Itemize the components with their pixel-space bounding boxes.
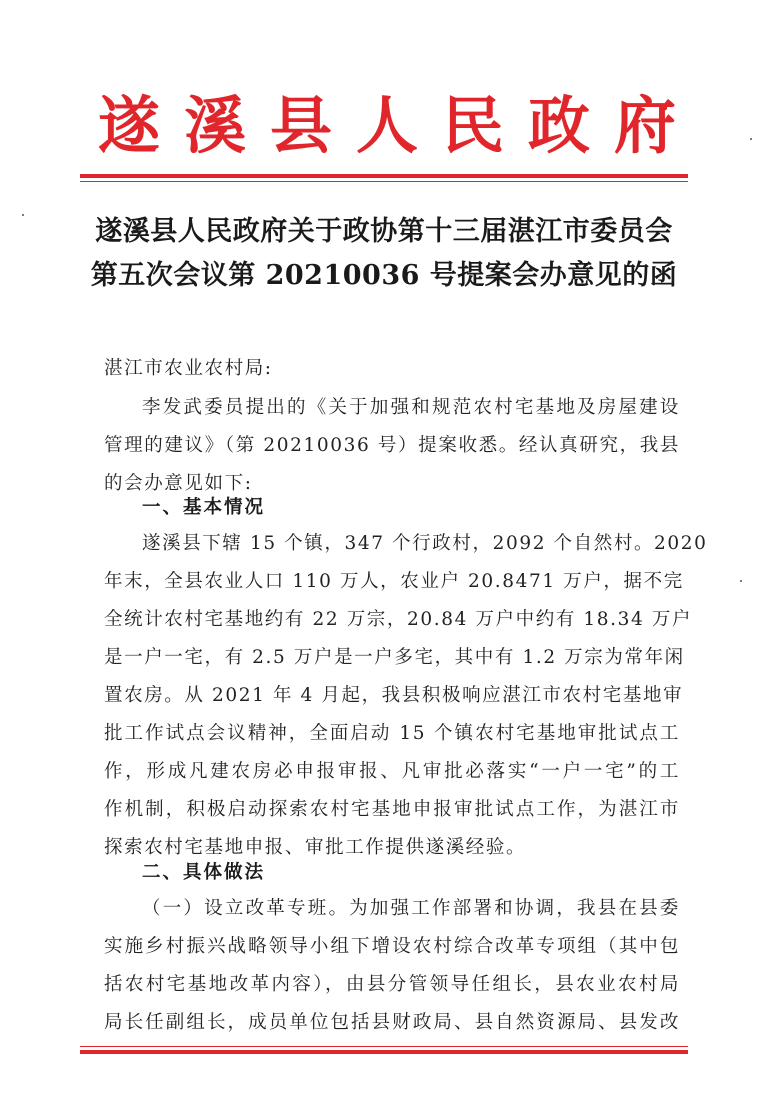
- paragraph-line: 局长任副组长，成员单位包括县财政局、县自然资源局、县发改: [104, 1012, 680, 1033]
- intro-line: 李发武委员提出的《关于加强和规范农村宅基地及房屋建设: [142, 397, 680, 418]
- document-title-line-2: 第五次会议第 20210036 号提案会办意见的函: [90, 260, 678, 291]
- intro-line: 的会办意见如下:: [104, 473, 253, 494]
- paragraph-line: 括农村宅基地改革内容），由县分管领导任组长，县农业农村局: [104, 974, 680, 995]
- paragraph-line: 年末，全县农业人口 110 万人，农业户 20.8471 万户，据不完: [104, 571, 684, 592]
- scan-speck: [740, 580, 742, 582]
- footer-divider-thick: [80, 1050, 688, 1054]
- section-heading-basic-situation: 一、基本情况: [142, 497, 266, 518]
- section-heading-specific-measures: 二、具体做法: [142, 862, 266, 883]
- header-divider-thick: [80, 174, 688, 178]
- addressee: 湛江市农业农村局:: [104, 358, 273, 379]
- paragraph-line: 实施乡村振兴战略领导小组下增设农村综合改革专项组（其中包: [104, 936, 680, 957]
- scan-speck: [750, 138, 752, 140]
- paragraph-line: （一）设立改革专班。为加强工作部署和协调，我县在县委: [142, 898, 680, 919]
- paragraph-line: 作，形成凡建农房必申报审报、凡审批必落实“一户一宅”的工: [104, 761, 680, 782]
- paragraph-line: 批工作试点会议精神，全面启动 15 个镇农村宅基地审批试点工: [104, 723, 680, 744]
- intro-line: 管理的建议》（第 20210036 号）提案收悉。经认真研究，我县: [104, 435, 680, 456]
- paragraph-line: 是一户一宅，有 2.5 万户是一户多宅，其中有 1.2 万宗为常年闲: [104, 647, 685, 668]
- paragraph-line: 作机制，积极启动探索农村宅基地申报审批试点工作，为湛江市: [104, 799, 680, 820]
- paragraph-line: 探索农村宅基地申报、审批工作提供遂溪经验。: [104, 837, 527, 858]
- issuing-authority-header: 遂溪县人民政府: [97, 89, 700, 162]
- paragraph-line: 置农房。从 2021 年 4 月起，我县积极响应湛江市农村宅基地审: [104, 685, 684, 706]
- document-title-line-1: 遂溪县人民政府关于政协第十三届湛江市委员会: [95, 216, 673, 247]
- paragraph-line: 遂溪县下辖 15 个镇，347 个行政村，2092 个自然村。2020: [142, 533, 708, 554]
- scan-speck: [22, 214, 24, 216]
- paragraph-line: 全统计农村宅基地约有 22 万宗，20.84 万户中约有 18.34 万户: [104, 609, 693, 630]
- footer-divider-thin: [80, 1046, 688, 1047]
- header-divider-thin: [80, 181, 688, 182]
